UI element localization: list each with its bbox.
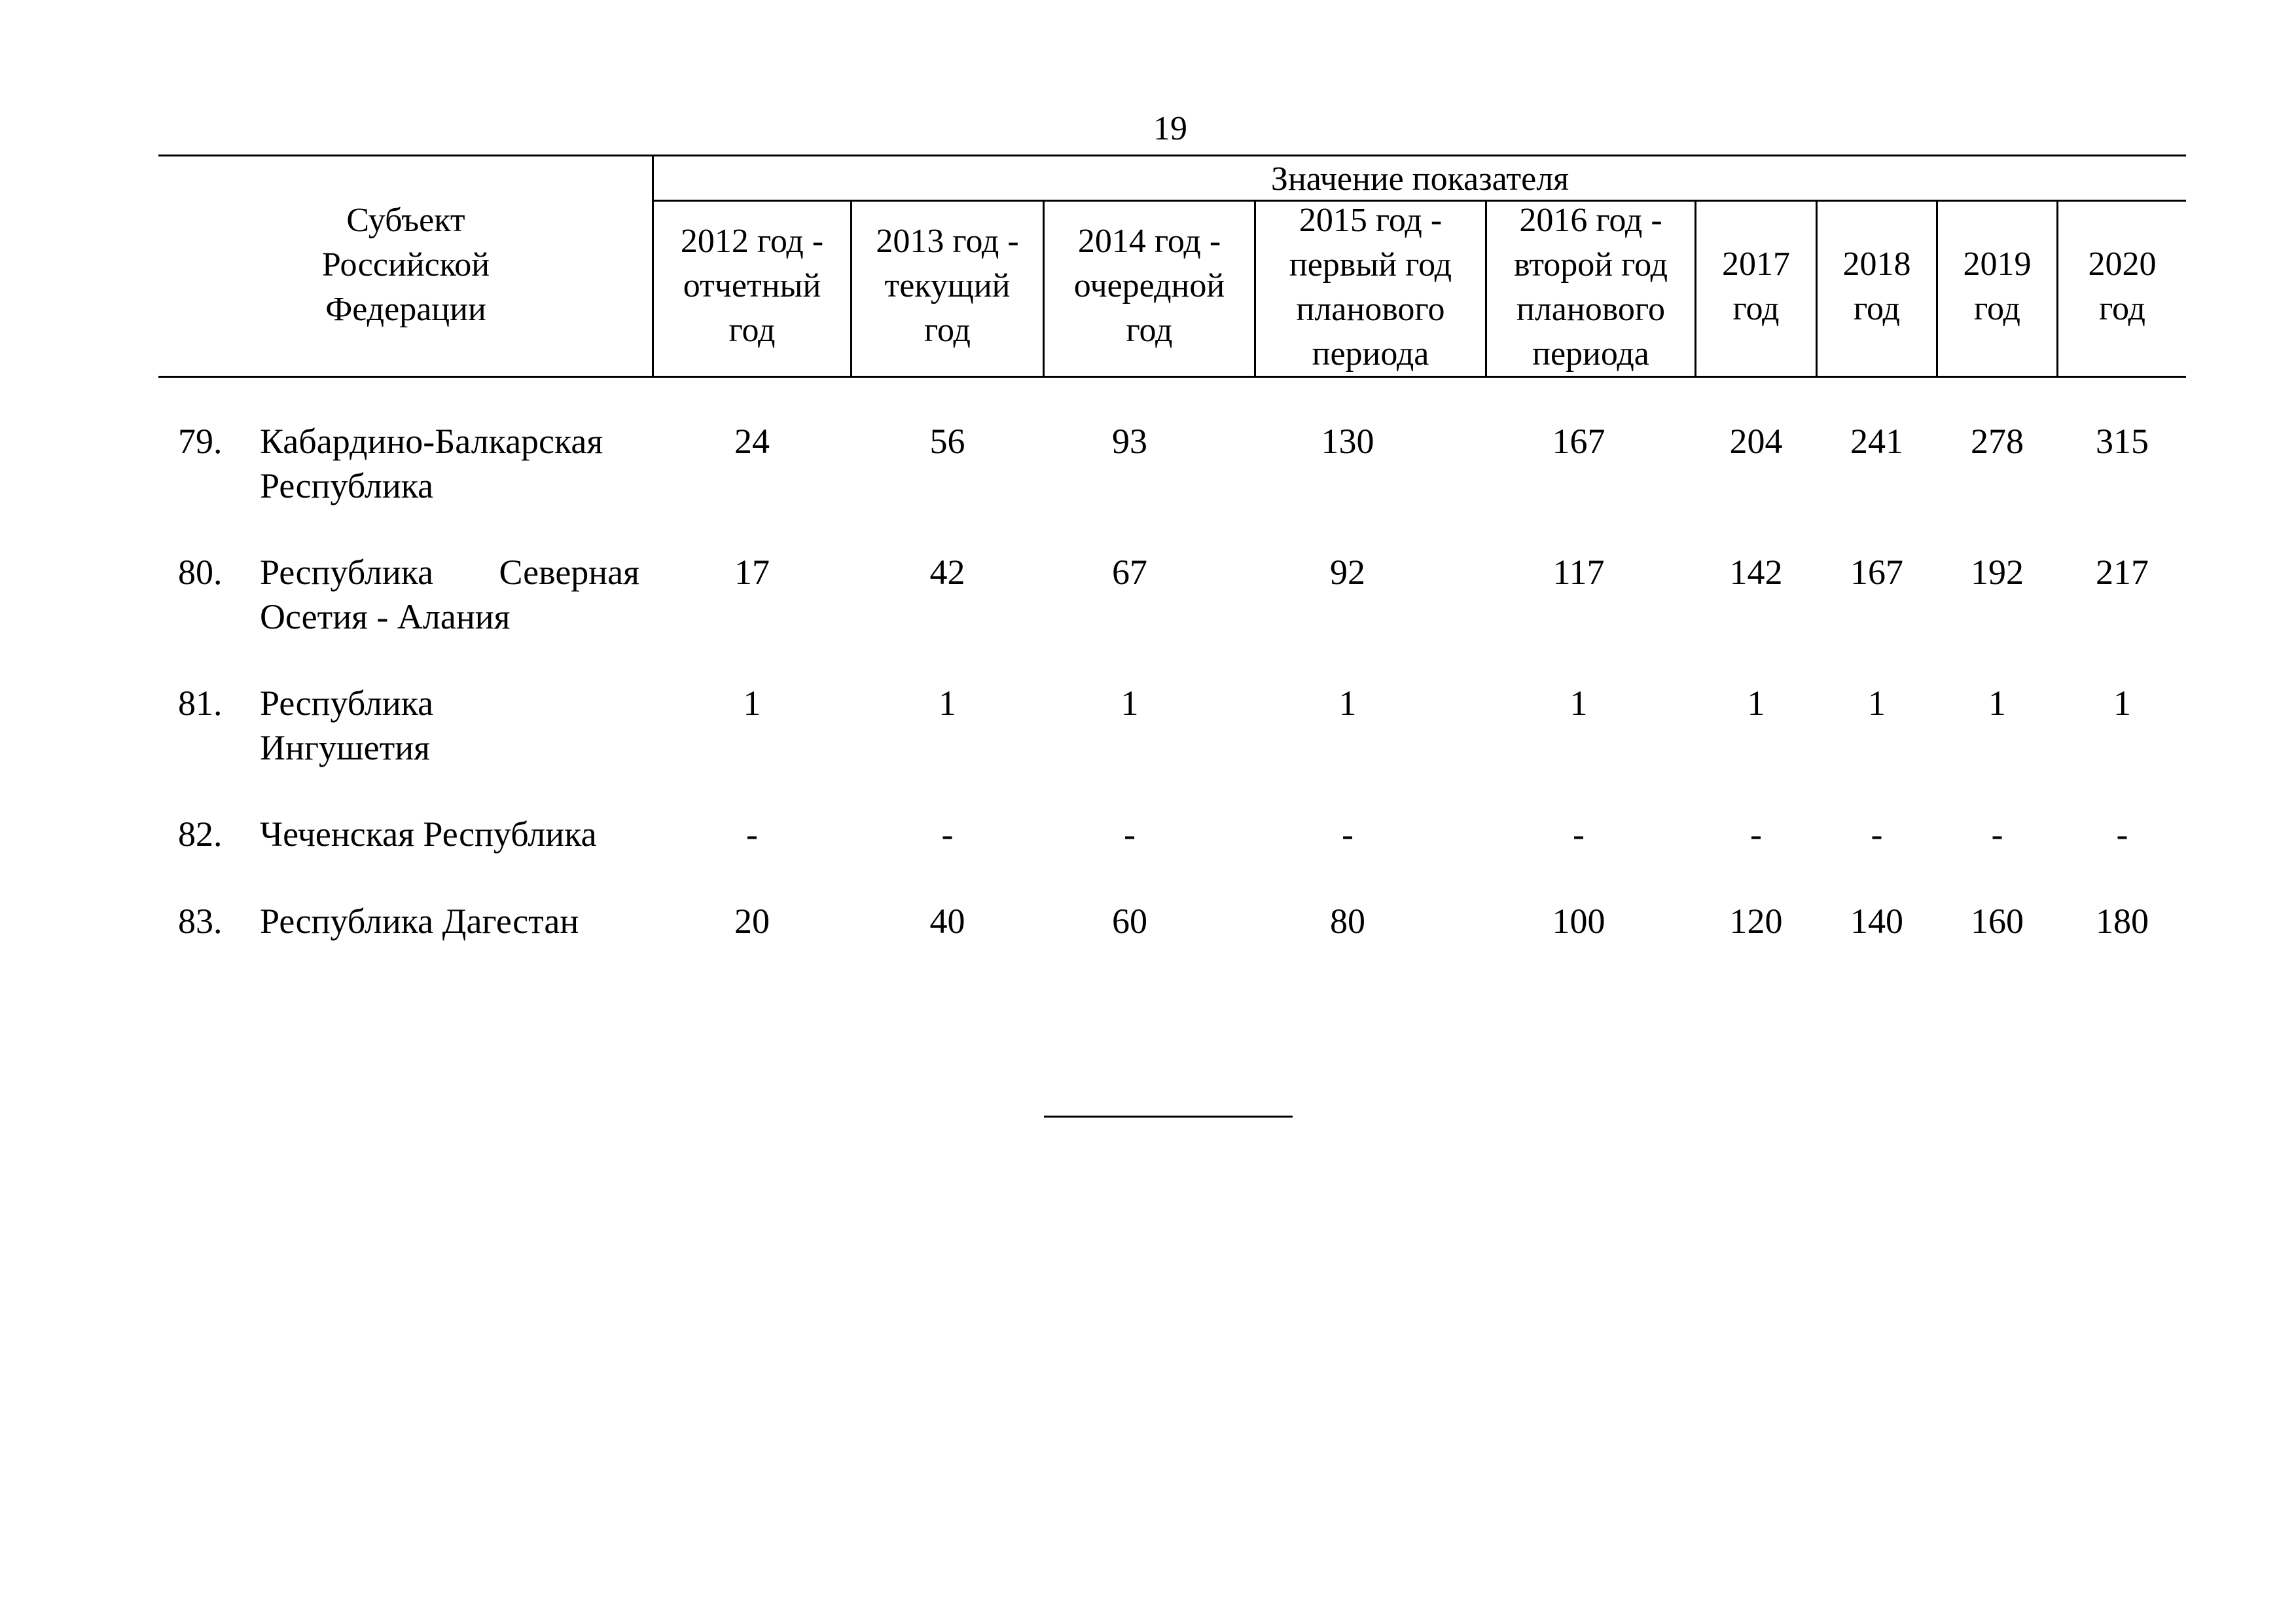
column-header-line: год — [728, 312, 776, 349]
column-header-line: периода — [1532, 335, 1649, 373]
table-cell: 117 — [1552, 553, 1605, 592]
column-header-line: 2018 — [1842, 246, 1911, 283]
table-cell: 1 — [1747, 684, 1765, 723]
column-header-line: 2016 год - — [1519, 202, 1662, 239]
table-cell: - — [2116, 814, 2128, 854]
row-subject-line: Республика Дагестан — [260, 902, 579, 941]
table-cell: 120 — [1729, 902, 1783, 941]
subject-header — [160, 198, 651, 332]
table-cell: 241 — [1850, 422, 1903, 461]
table-cell: 140 — [1850, 902, 1903, 941]
row-subject-line: Осетия - Алания — [260, 597, 511, 636]
table-cell: 204 — [1729, 422, 1783, 461]
table-cell: 56 — [929, 422, 965, 461]
column-header-2012 — [654, 219, 850, 353]
table-cell: 17 — [734, 553, 770, 592]
table-cell: - — [1124, 814, 1136, 854]
column-header-line: второй год — [1513, 246, 1668, 283]
table-cell: 1 — [1868, 684, 1886, 723]
row-subject-line: Республика — [260, 684, 434, 723]
table-cell: 92 — [1330, 553, 1365, 592]
column-header-line: год — [1974, 290, 2020, 327]
table-cell: 192 — [1971, 553, 2024, 592]
column-header-line: очередной — [1073, 267, 1225, 304]
header-bottom-rule — [158, 376, 2186, 378]
column-header-2019 — [1938, 242, 2056, 331]
subject-header-line: Субъект — [346, 202, 465, 239]
end-of-document-rule — [1044, 1116, 1293, 1118]
column-header-2018 — [1818, 242, 1936, 331]
row-subject-name — [260, 812, 646, 856]
row-number: 80. — [178, 553, 223, 592]
column-header-line: планового — [1296, 291, 1445, 328]
table-top-rule — [158, 155, 2186, 156]
page-number: 19 — [1153, 110, 1187, 147]
column-header-line: 2013 год - — [876, 223, 1019, 260]
column-header-2015 — [1256, 198, 1485, 376]
column-header-line: год — [924, 312, 971, 349]
table-cell: 20 — [734, 902, 770, 941]
table-cell: 80 — [1330, 902, 1365, 941]
table-cell: 1 — [939, 684, 956, 723]
table-cell: 1 — [1338, 684, 1357, 723]
column-header-2013 — [852, 219, 1043, 353]
value-header: Значение показателя — [1270, 160, 1570, 198]
table-cell: - — [1573, 814, 1585, 854]
table-cell: 1 — [1121, 684, 1139, 723]
table-cell: 1 — [1570, 684, 1588, 723]
row-subject-name — [260, 899, 646, 943]
table-cell: 93 — [1112, 422, 1147, 461]
column-header-line: год — [2099, 290, 2145, 327]
table-cell: - — [1871, 814, 1883, 854]
subject-header-line: Федерации — [325, 291, 486, 328]
column-header-line: год — [1126, 312, 1173, 349]
table-cell: - — [941, 814, 954, 854]
row-subject-name — [260, 681, 646, 770]
row-subject-line: Чеченская Республика — [260, 814, 597, 854]
table-cell: - — [1991, 814, 2003, 854]
row-subject-line: Кабардино-Балкарская — [260, 422, 603, 461]
table-cell: 40 — [929, 902, 965, 941]
table-cell: 42 — [929, 553, 965, 592]
table-cell: 24 — [734, 422, 770, 461]
column-header-line: 2019 — [1963, 246, 2032, 283]
table-cell: 278 — [1971, 422, 2024, 461]
table-cell: 217 — [2096, 553, 2149, 592]
table-cell: 1 — [1988, 684, 2006, 723]
row-subject-line: Республика — [260, 466, 434, 505]
table-cell: 142 — [1729, 553, 1783, 592]
table-cell: - — [1342, 814, 1354, 854]
row-number: 83. — [178, 902, 223, 941]
column-header-line: планового — [1516, 291, 1665, 328]
table-cell: 167 — [1552, 422, 1605, 461]
table-cell: 130 — [1321, 422, 1374, 461]
column-header-line: год — [1732, 290, 1780, 327]
column-header-line: первый год — [1289, 246, 1452, 283]
row-subject-name — [260, 419, 646, 508]
column-header-line: текущий — [884, 267, 1011, 304]
row-subject-line: Республика Северная — [260, 553, 639, 592]
table-cell: 1 — [743, 684, 761, 723]
subject-header-line: Российской — [321, 246, 490, 283]
row-number: 79. — [178, 422, 223, 461]
row-subject-line: Ингушетия — [260, 728, 430, 767]
column-header-line: 2017 — [1722, 246, 1790, 283]
column-header-2014 — [1045, 219, 1254, 353]
table-cell: 315 — [2096, 422, 2149, 461]
column-header-2016 — [1487, 198, 1695, 376]
column-header-2017 — [1696, 242, 1816, 331]
column-header-line: периода — [1312, 335, 1429, 373]
row-subject-name — [260, 550, 639, 639]
column-header-line: 2020 — [2088, 246, 2157, 283]
column-header-line: год — [1854, 290, 1900, 327]
row-number: 82. — [178, 814, 223, 854]
column-header-line: 2015 год - — [1299, 202, 1443, 239]
table-cell: 67 — [1112, 553, 1147, 592]
table-cell: 167 — [1850, 553, 1903, 592]
column-header-line: отчетный — [683, 267, 821, 304]
table-cell: - — [746, 814, 758, 854]
table-cell: 100 — [1552, 902, 1605, 941]
table-cell: 60 — [1112, 902, 1147, 941]
table-cell: 1 — [2113, 684, 2131, 723]
table-cell: - — [1750, 814, 1762, 854]
row-number: 81. — [178, 684, 223, 723]
table-cell: 180 — [2096, 902, 2149, 941]
column-header-line: 2012 год - — [680, 223, 824, 260]
column-header-line: 2014 год - — [1077, 223, 1221, 260]
column-header-2020 — [2058, 242, 2186, 331]
table-cell: 160 — [1971, 902, 2024, 941]
